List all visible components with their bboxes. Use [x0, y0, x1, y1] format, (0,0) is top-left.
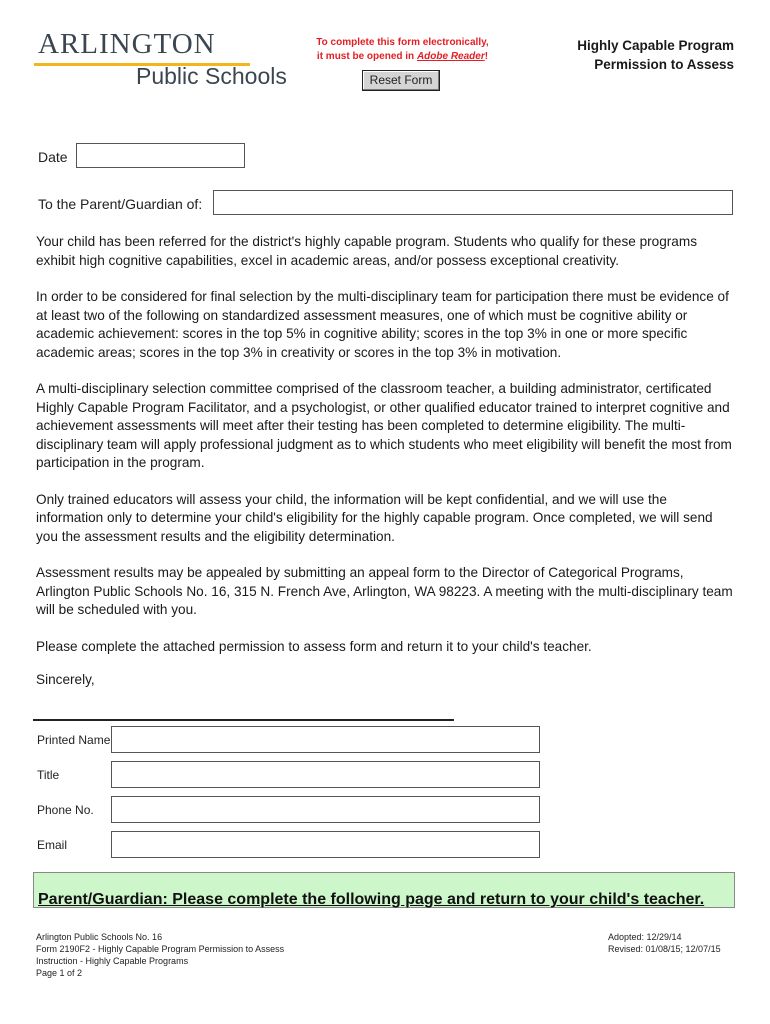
paragraph: Please complete the attached permission to assess form and return it to your child's teacher.: [36, 638, 592, 654]
printed-name-label: Printed Name: [37, 733, 111, 747]
logo-wordmark: ARLINGTON: [38, 28, 216, 60]
email-label: Email: [37, 838, 68, 852]
email-field[interactable]: [111, 831, 540, 858]
date-label: Date: [38, 149, 68, 165]
paragraph: A multi-disciplinary selection committee comprised of the classroom teacher, a building administrator, certificated Highly Capable Program Facilitator, and a psychologist, or other qualified educator trained to interpret cognitive and achievement assessments will meet after their testing has been completed to determine eligibility. The multi-disciplinary team will apply professional judgment as to which students who meet eligibility will benefit the most from participation in the program.: [36, 381, 732, 470]
printed-name-field[interactable]: [111, 726, 540, 753]
title-line-1: Highly Capable Program: [577, 38, 734, 53]
date-field[interactable]: [76, 143, 245, 168]
signature-line: [33, 719, 454, 721]
footer-left: [36, 931, 284, 979]
paragraph: Assessment results may be appealed by submitting an appeal form to the Director of Categorical Programs, Arlington Public Schools No. 16, 315 N. French Ave, Arlington, WA 98223. A meeting with the multi-disciplinary team will be scheduled with you.: [36, 565, 733, 617]
page-title: [577, 36, 734, 74]
notice-line-2: [300, 50, 505, 64]
title-label: Title: [37, 768, 60, 782]
footer-line: Form 2190F2 - Highly Capable Program Permission to Assess: [36, 944, 285, 954]
letter-body: [36, 233, 736, 690]
title-line-2: Permission to Assess: [594, 57, 734, 72]
adopted-date: Adopted: 12/29/14: [608, 932, 682, 942]
reset-form-button[interactable]: Reset Form: [362, 70, 440, 91]
footer-line: Page 1 of 2: [36, 968, 83, 978]
parent-guardian-label: To the Parent/Guardian of:: [38, 196, 203, 212]
notice-suffix: !: [484, 51, 489, 62]
adobe-reader-link[interactable]: Adobe Reader: [416, 51, 485, 62]
revised-date: Revised: 01/08/15; 12/07/15: [608, 944, 721, 954]
footer-line: Arlington Public Schools No. 16: [36, 932, 163, 942]
paragraph: Only trained educators will assess your child, the information will be kept confidential, and we will use the information only to determine your child's eligibility for the highly capable program. Once completed, we will send you the assessment results and the eligibility determination.: [36, 491, 713, 544]
phone-field[interactable]: [111, 796, 540, 823]
footer-right: [608, 931, 721, 955]
closing: Sincerely,: [36, 672, 95, 687]
notice-prefix: it must be opened in: [316, 51, 417, 62]
notice-line-1: To complete this form electronically,: [316, 37, 489, 48]
footer-line: Instruction - Highly Capable Programs: [36, 956, 189, 966]
title-field[interactable]: [111, 761, 540, 788]
paragraph: In order to be considered for final selection by the multi-disciplinary team for participation there must be evidence of at least two of the following on standardized assessment measures, one of which must be cognitive ability or academic achievement: scores in the top 5% in cognitive ability; scores in the top 3% in one or more specific academic areas; scores in the top 3% in creativity or scores in the top 3% in motivation.: [36, 289, 729, 360]
parent-guardian-field[interactable]: [213, 190, 733, 215]
paragraph: Your child has been referred for the district's highly capable program. Students who qualify for these programs exhibit high cognitive capabilities, excel in academic areas, and/or possess exceptional creativity.: [36, 234, 697, 268]
adobe-reader-notice: [300, 36, 505, 64]
logo-subtitle: Public Schools: [136, 63, 287, 89]
phone-label: Phone No.: [37, 803, 94, 817]
instruction-banner-text: Parent/Guardian: Please complete the following page and return to your child's teacher.: [38, 891, 705, 908]
